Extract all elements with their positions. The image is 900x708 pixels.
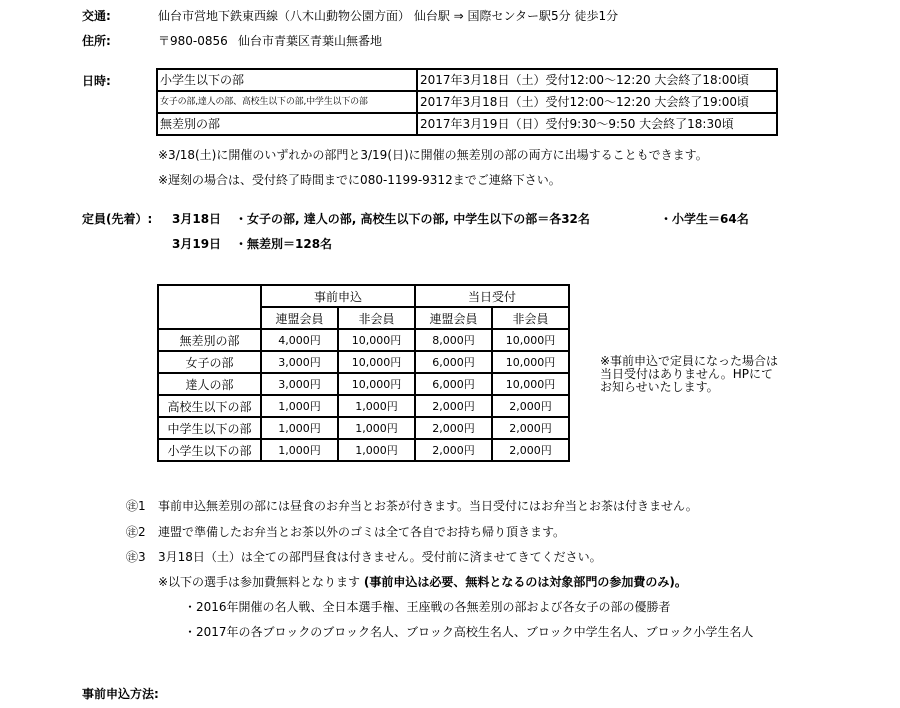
- schedule-row: [157, 69, 777, 91]
- address-text: 仙台市青葉区青葉山無番地: [238, 34, 383, 48]
- schedule-time: 2017年3月19日（日）受付9:30～9:50 大会終了18:30頃: [417, 113, 777, 135]
- note3-mark: ㊟3: [126, 550, 146, 564]
- capacity-label: 定員(先着）:: [82, 212, 153, 226]
- note2-mark: ㊟2: [126, 525, 146, 539]
- fee-row: [158, 329, 569, 351]
- fee-header-advance: 事前申込: [261, 285, 415, 307]
- fee-corner-cell: [158, 285, 261, 329]
- fee-subheader-member: 連盟会員: [415, 307, 492, 329]
- fee-row: [158, 351, 569, 373]
- fee-division: 達人の部: [158, 373, 261, 395]
- access-text: 仙台市営地下鉄東西線（八木山動物公園方面） 仙台駅 ⇒ 国際センター駅5分 徒歩1分: [158, 9, 619, 23]
- fee-side-note: ※事前申込で定員になった場合は当日受付はありません。HPにてお知らせいたします。: [600, 354, 779, 394]
- fee-value: 10,000円: [338, 373, 415, 395]
- capacity-day1-text: ・女子の部, 達人の部, 高校生以下の部, 中学生以下の部＝各32名: [235, 212, 590, 226]
- fee-value: 2,000円: [492, 417, 569, 439]
- fee-division: 高校生以下の部: [158, 395, 261, 417]
- free-entry-bullet: ・2017年の各ブロックのブロック名人、ブロック高校生名人、ブロック中学生名人、ブロック小学生名人: [184, 625, 754, 639]
- fee-subheader-nonmember: 非会員: [492, 307, 569, 329]
- fee-table: [157, 284, 570, 462]
- schedule-time: 2017年3月18日（土）受付12:00～12:20 大会終了19:00頃: [417, 91, 777, 113]
- fee-value: 1,000円: [261, 395, 338, 417]
- schedule-label: 日時:: [82, 74, 111, 88]
- fee-value: 1,000円: [338, 395, 415, 417]
- fee-value: 3,000円: [261, 351, 338, 373]
- schedule-division: 小学生以下の部: [157, 69, 417, 91]
- free-entry-note: [158, 574, 687, 590]
- fee-value: 6,000円: [415, 351, 492, 373]
- fee-division: 中学生以下の部: [158, 417, 261, 439]
- fee-value: 1,000円: [261, 439, 338, 461]
- fee-header-sameday: 当日受付: [415, 285, 569, 307]
- free-entry-bullet: ・2016年開催の名人戦、全日本選手権、王座戦の各無差別の部および各女子の部の優勝者: [184, 600, 671, 614]
- fee-value: 10,000円: [492, 373, 569, 395]
- schedule-row: [157, 113, 777, 135]
- free-entry-intro: ※以下の選手は参加費無料となります: [158, 575, 361, 589]
- fee-value: 3,000円: [261, 373, 338, 395]
- fee-value: 10,000円: [492, 351, 569, 373]
- fee-value: 4,000円: [261, 329, 338, 351]
- fee-value: 10,000円: [492, 329, 569, 351]
- access-label: 交通:: [82, 9, 111, 23]
- fee-value: 10,000円: [338, 351, 415, 373]
- fee-value: 2,000円: [415, 395, 492, 417]
- capacity-day2: 3月19日: [172, 237, 222, 251]
- fee-value: 10,000円: [338, 329, 415, 351]
- fee-header-row: [158, 285, 569, 307]
- note1-mark: ㊟1: [126, 499, 146, 513]
- fee-division: 無差別の部: [158, 329, 261, 351]
- fee-value: 2,000円: [415, 439, 492, 461]
- schedule-row: [157, 91, 777, 113]
- capacity-day1: 3月18日: [172, 212, 222, 226]
- fee-value: 2,000円: [415, 417, 492, 439]
- fee-division: 女子の部: [158, 351, 261, 373]
- free-entry-condition: (事前申込は必要、無料となるのは対象部門の参加費のみ)。: [363, 575, 687, 589]
- note3-text: 3月18日（土）は全ての部門昼食は付きません。受付前に済ませてきてください。: [158, 550, 602, 564]
- fee-value: 6,000円: [415, 373, 492, 395]
- fee-row: [158, 417, 569, 439]
- fee-row: [158, 373, 569, 395]
- note1-text: 事前申込無差別の部には昼食のお弁当とお茶が付きます。当日受付にはお弁当とお茶は付きません。: [158, 499, 698, 513]
- note2-text: 連盟で準備したお弁当とお茶以外のゴミは全て各自でお持ち帰り頂きます。: [158, 525, 566, 539]
- address-label: 住所:: [82, 34, 111, 48]
- schedule-table: [156, 68, 778, 136]
- schedule-division: 女子の部,達人の部、高校生以下の部,中学生以下の部: [157, 91, 417, 113]
- capacity-day1-extra: ・小学生＝64名: [660, 212, 749, 226]
- fee-value: 1,000円: [338, 417, 415, 439]
- fee-subheader-member: 連盟会員: [261, 307, 338, 329]
- fee-value: 1,000円: [261, 417, 338, 439]
- fee-value: 1,000円: [338, 439, 415, 461]
- schedule-note-late: ※遅刻の場合は、受付終了時間までに080-1199-9312までご連絡下さい。: [158, 173, 561, 187]
- schedule-note-both: ※3/18(土)に開催のいずれかの部門と3/19(日)に開催の無差別の部の両方に出場することもできます。: [158, 148, 708, 162]
- fee-row: [158, 395, 569, 417]
- schedule-division: 無差別の部: [157, 113, 417, 135]
- schedule-time: 2017年3月18日（土）受付12:00～12:20 大会終了18:00頃: [417, 69, 777, 91]
- apply-method-label: 事前申込方法:: [82, 687, 159, 701]
- fee-division: 小学生以下の部: [158, 439, 261, 461]
- fee-value: 8,000円: [415, 329, 492, 351]
- fee-row: [158, 439, 569, 461]
- fee-value: 2,000円: [492, 395, 569, 417]
- fee-value: 2,000円: [492, 439, 569, 461]
- fee-subheader-nonmember: 非会員: [338, 307, 415, 329]
- capacity-day2-text: ・無差別＝128名: [235, 237, 333, 251]
- address-postal: 〒980-0856: [158, 34, 228, 48]
